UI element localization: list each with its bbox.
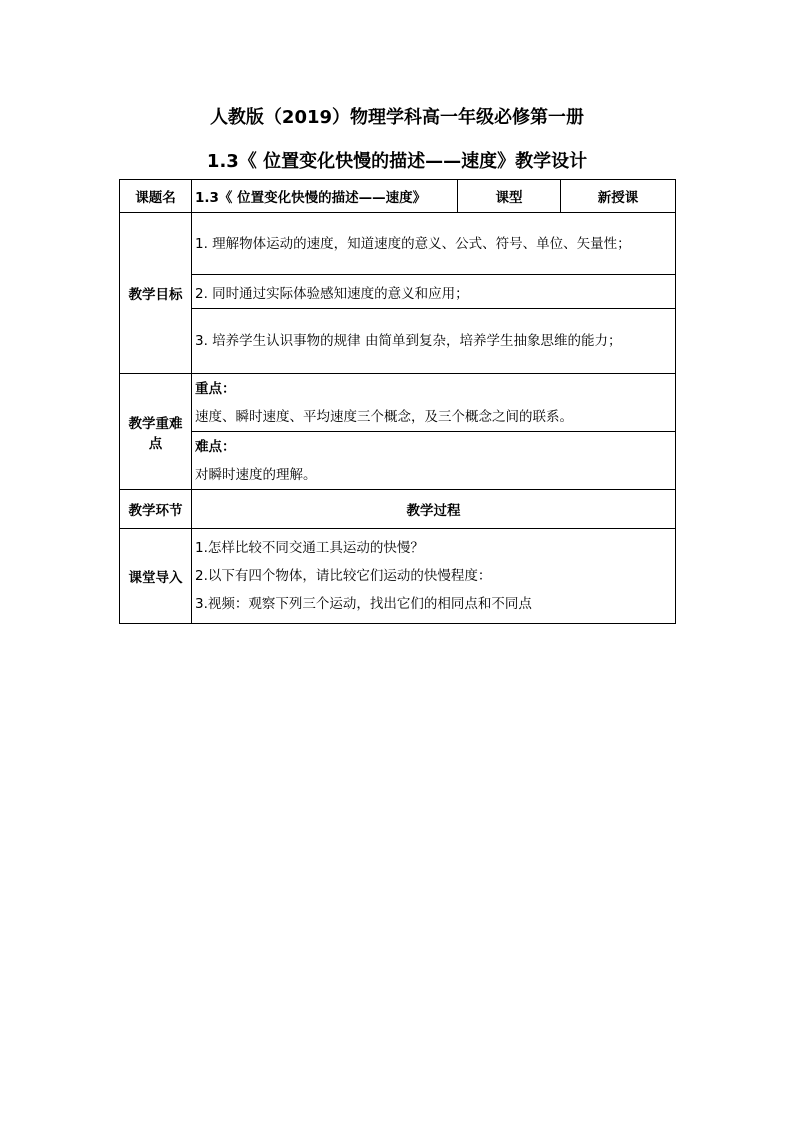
table-row [120,432,676,490]
objective-item: 2. 同时通过实际体验感知速度的意义和应用； [192,275,676,309]
table-row [120,309,676,374]
difficulty-cell [192,432,676,490]
focus-title: 重点： [195,380,236,397]
key-points-label: 教学重难点 [120,374,192,490]
table-row [120,529,676,624]
objective-item: 1. 理解物体运动的速度，知道速度的意义、公式、符号、单位、矢量性； [192,213,676,275]
focus-text: 速度、瞬时速度、平均速度三个概念，及三个概念之间的联系。 [195,408,573,425]
process-header: 教学过程 [192,490,676,529]
table-row [120,275,676,309]
intro-cell [192,529,676,624]
course-type-label: 课型 [458,180,561,213]
table-row [120,213,676,275]
focus-cell [192,374,676,432]
intro-item: 2.以下有四个物体，请比较它们运动的快慢程度： [195,568,492,584]
table-row [120,374,676,432]
intro-label: 课堂导入 [120,529,192,624]
objective-item: 3. 培养学生认识事物的规律 由简单到复杂，培养学生抽象思维的能力； [192,309,676,374]
document-subtitle: 1.3《 位置变化快慢的描述——速度》教学设计 [206,151,588,172]
objectives-label: 教学目标 [120,213,192,374]
table-row [120,180,676,213]
intro-item: 3.视频：观察下列三个运动，找出它们的相同点和不同点 [195,596,532,612]
difficulty-text: 对瞬时速度的理解。 [195,466,317,483]
difficulty-title: 难点： [195,438,236,455]
table-row [120,490,676,529]
course-title-value: 1.3《 位置变化快慢的描述——速度》 [192,180,458,213]
intro-item: 1.怎样比较不同交通工具运动的快慢？ [195,540,424,556]
lesson-plan-table [119,179,676,624]
course-type-value: 新授课 [561,180,676,213]
process-stage-label: 教学环节 [120,490,192,529]
course-title-label: 课题名 [120,180,192,213]
document-title: 人教版（2019）物理学科高一年级必修第一册 [209,107,585,128]
